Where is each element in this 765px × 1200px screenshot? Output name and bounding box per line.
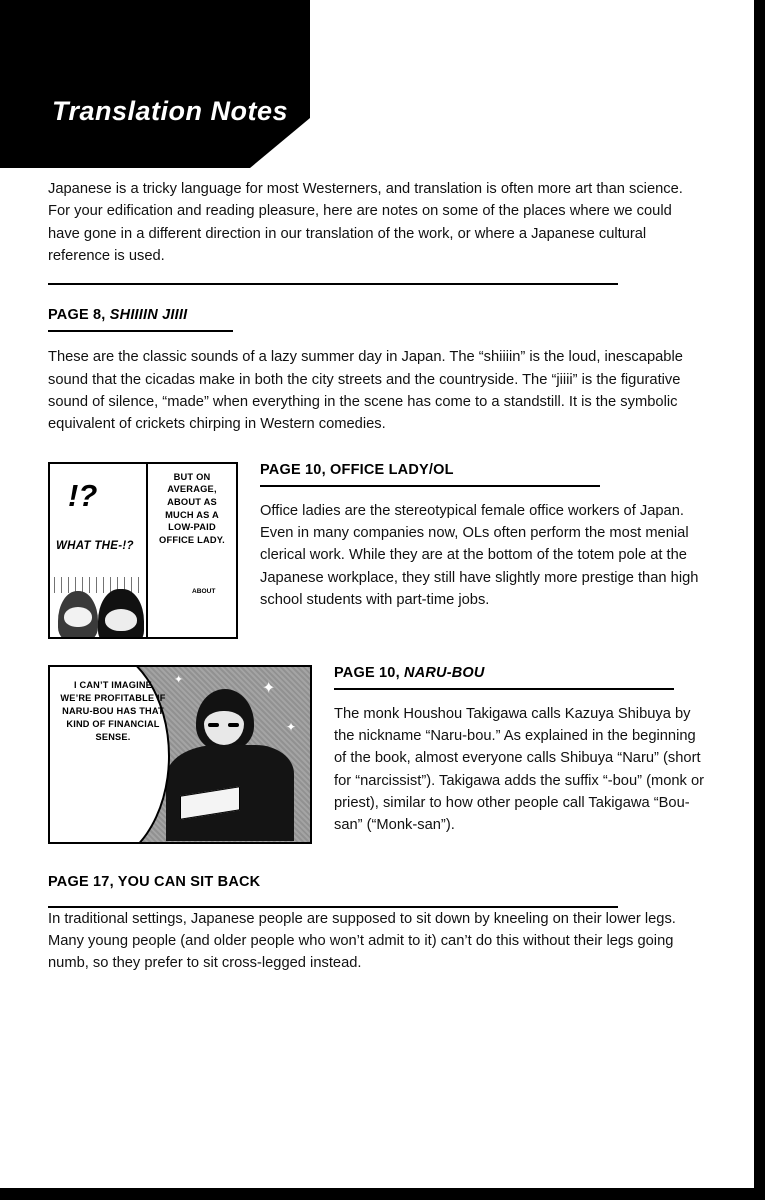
panel-column-naru-bou bbox=[48, 665, 312, 844]
section-heading-naru-bou bbox=[334, 665, 708, 681]
character-eye-right bbox=[228, 723, 239, 727]
section-page-10-naru-bou bbox=[48, 665, 708, 844]
section-17-body: In traditional settings, Japanese people are supposed to sit down by kneeling on their lower legs. Many young people (and older people who won’t admit to it) can’t do this without their legs going numb, so they prefer to sit cross-legged instead. bbox=[48, 910, 676, 972]
section-heading-page-17: PAGE 17, YOU CAN SIT BACK bbox=[48, 873, 261, 890]
section-heading-office-lady: PAGE 10, OFFICE LADY/OL bbox=[260, 461, 454, 478]
section-page-10-office-lady bbox=[48, 462, 708, 639]
character-eye-left bbox=[208, 723, 219, 727]
section-page-17 bbox=[48, 874, 708, 975]
text-column-office-lady bbox=[260, 462, 708, 612]
content-area bbox=[48, 178, 708, 975]
intro-paragraph: Japanese is a tricky language for most Westerners, and translation is often more art than science. For your edification and reading pleasure, here are notes on some of the places where we could have gone in a different direction in our translation of the work, or where a Japanese cultural reference is used. bbox=[48, 181, 683, 265]
manga-panel-naru-bou bbox=[48, 665, 312, 844]
speech-bubble-text: I CAN’T IMAGINE WE’RE PROFITABLE IF NARU-BOU HAS THAT KIND OF FINANCIAL SENSE. bbox=[60, 679, 166, 742]
section-page-8 bbox=[48, 307, 708, 435]
section-office-lady-divider bbox=[260, 485, 600, 487]
section-heading-page-8 bbox=[48, 307, 708, 323]
section-office-lady-body: Office ladies are the stereotypical female office workers of Japan. Even in many companies now, OLs often perform the most menial clerical work. While they are at the bottom of the totem pole at the Japanese workplace, they still have slightly more prestige than high school students with part-time jobs. bbox=[260, 502, 699, 609]
right-edge-bar bbox=[754, 0, 765, 1200]
bottom-edge-bar bbox=[0, 1188, 765, 1200]
section-naru-bou-divider bbox=[334, 688, 674, 690]
heading-italic: SHIIIIN JIIII bbox=[109, 307, 188, 324]
section-naru-bou-body: The monk Houshou Takigawa calls Kazuya Shibuya by the nickname “Naru-bou.” As explained in the beginning of the book, almost everyone calls Shibuya “Naru” (short for “narcissist”). Takigawa adds the suffix “-bou” (monk or priest), similar to how other people call Takigawa “Bou-san” (“Monk-san”). bbox=[334, 705, 705, 834]
character-head-left bbox=[58, 591, 98, 639]
manga-panel-office-lady bbox=[48, 462, 238, 639]
section-8-divider bbox=[48, 330, 233, 332]
sparkle-icon: ✦ bbox=[262, 679, 276, 697]
character-head-right bbox=[98, 589, 144, 639]
sparkle-icon: ✦ bbox=[174, 673, 184, 686]
exclamation-text: !? bbox=[68, 477, 98, 513]
panel-divider bbox=[146, 464, 148, 637]
intro-divider bbox=[48, 283, 618, 285]
panel-column-office-lady bbox=[48, 462, 238, 639]
page-title: Translation Notes bbox=[52, 96, 289, 126]
text-column-naru-bou bbox=[334, 665, 708, 837]
header-banner bbox=[0, 0, 310, 168]
speech-bubble-text: BUT ON AVERAGE, ABOUT AS MUCH AS A LOW-PAID OFFICE LADY. bbox=[159, 471, 225, 545]
section-8-body: These are the classic sounds of a lazy summer day in Japan. The “shiiiin” is the loud, inescapable sound that the cicadas make in both the city streets and the countryside. The “jiiii” is the figurative sound of silence, “made” when everything in the scene has come to a standstill. It is the symbolic equivalent of crickets chirping in Western comedies. bbox=[48, 349, 683, 433]
heading-prefix: PAGE 8, bbox=[48, 307, 110, 324]
sparkle-icon: ✦ bbox=[286, 719, 297, 734]
what-the-text: WHAT THE-!? bbox=[56, 539, 134, 552]
heading-italic: NARU-BOU bbox=[404, 664, 485, 681]
heading-prefix: PAGE 10, bbox=[334, 664, 405, 681]
about-tag-text: ABOUT bbox=[192, 587, 216, 595]
